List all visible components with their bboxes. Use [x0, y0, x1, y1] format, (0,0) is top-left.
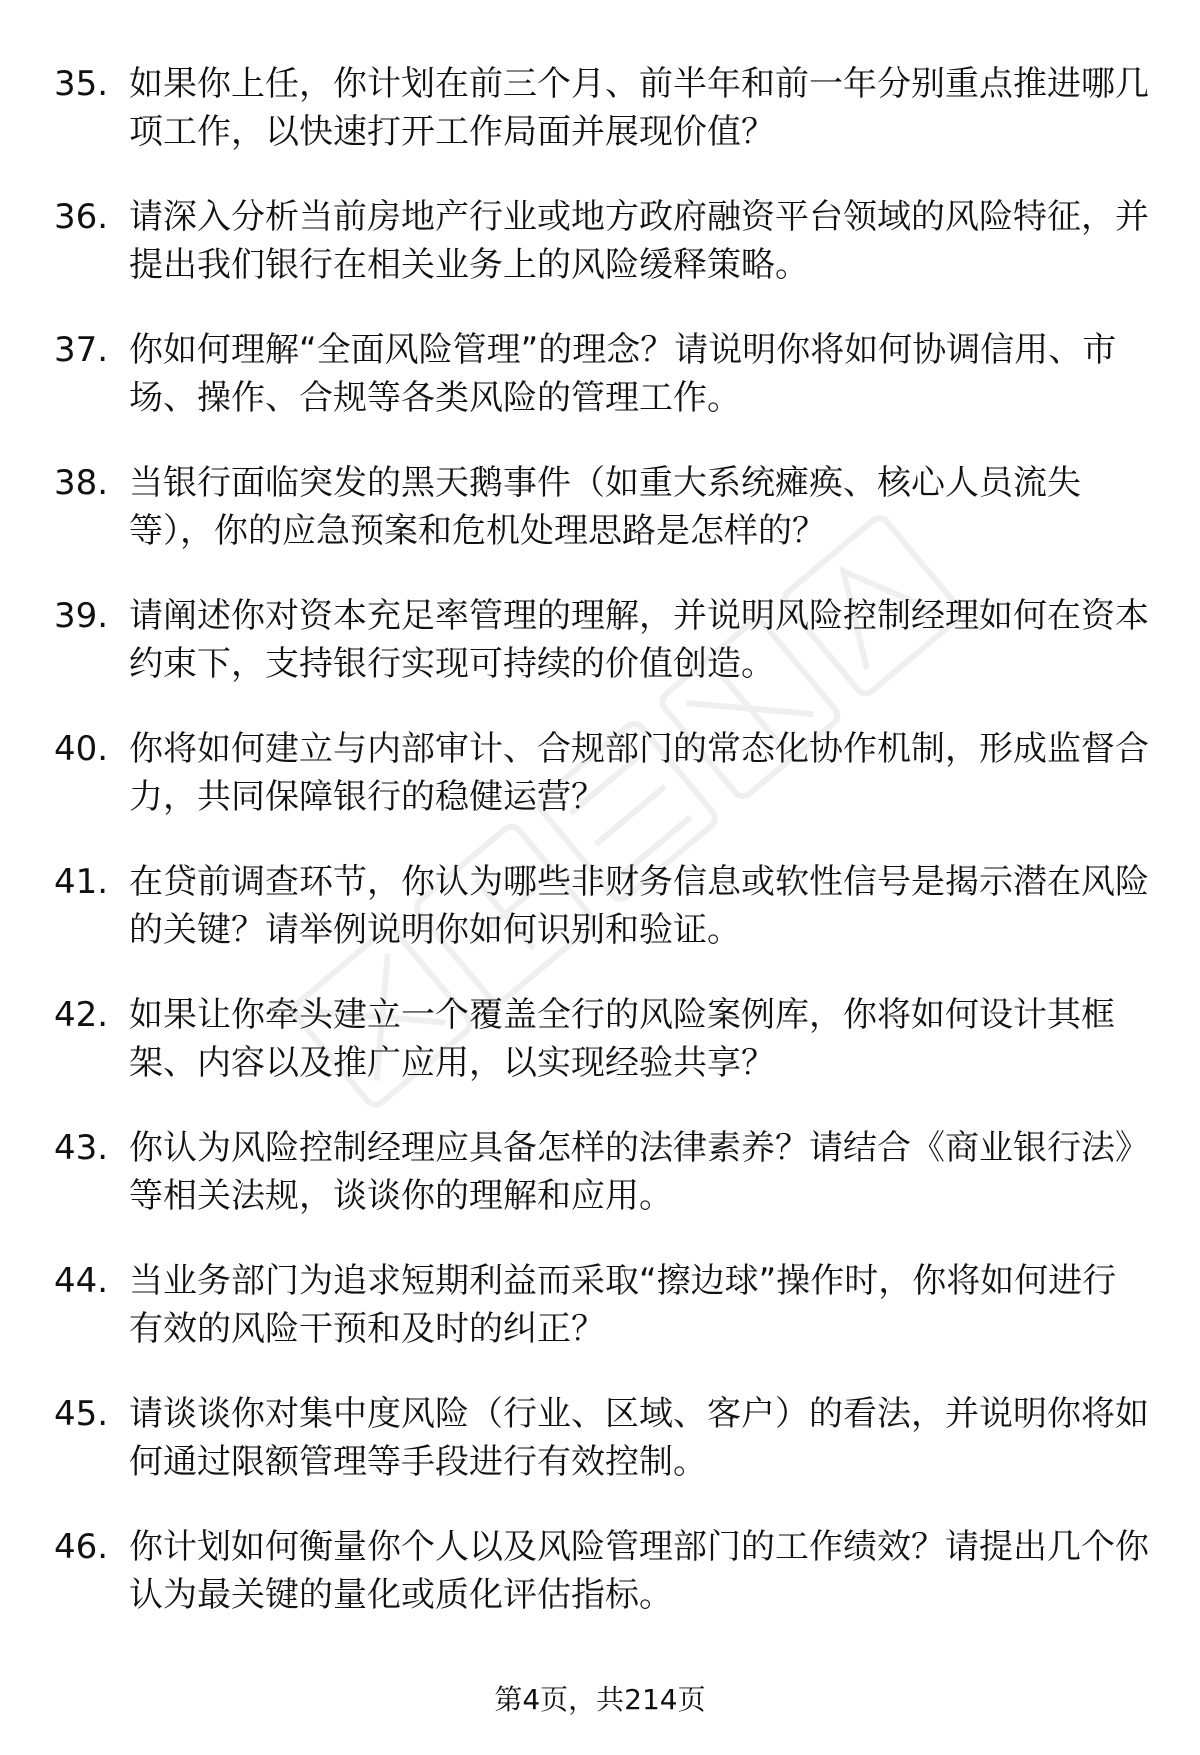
question-text: 如果你上任，你计划在前三个月、前半年和前一年分别重点推进哪几项工作，以快速打开工作局面并展现价值？: [129, 64, 1149, 152]
question-item: [0, 326, 1200, 459]
question-text: 你认为风险控制经理应具备怎样的法律素养？请结合《商业银行法》等相关法规，谈谈你的理解和应用。: [129, 1128, 1149, 1216]
question-text: 你如何理解“全面风险管理”的理念？请说明你将如何协调信用、市场、操作、合规等各类风险的管理工作。: [129, 330, 1117, 418]
question-number: 44.: [54, 1261, 109, 1301]
question-text: 请谈谈你对集中度风险（行业、区域、客户）的看法，并说明你将如何通过限额管理等手段进行有效控制。: [129, 1394, 1149, 1482]
question-text: 你计划如何衡量你个人以及风险管理部门的工作绩效？请提出几个你认为最关键的量化或质化评估指标。: [129, 1527, 1149, 1615]
question-number: 39.: [54, 596, 109, 636]
question-item: [0, 1257, 1200, 1390]
question-text: 你将如何建立与内部审计、合规部门的常态化协作机制，形成监督合力，共同保障银行的稳健运营？: [129, 729, 1149, 817]
question-item: [0, 193, 1200, 326]
question-item: [0, 1390, 1200, 1523]
question-number: 40.: [54, 729, 109, 769]
question-item: [0, 858, 1200, 991]
question-number: 42.: [54, 995, 109, 1035]
question-text: 请阐述你对资本充足率管理的理解，并说明风险控制经理如何在资本约束下，支持银行实现可持续的价值创造。: [129, 596, 1149, 684]
question-item: [0, 1124, 1200, 1257]
question-item: [0, 725, 1200, 858]
question-number: 35.: [54, 64, 109, 104]
question-number: 37.: [54, 330, 109, 370]
question-text: 当业务部门为追求短期利益而采取“擦边球”操作时，你将如何进行有效的风险干预和及时的纠正？: [129, 1261, 1117, 1349]
question-text: 在贷前调查环节，你认为哪些非财务信息或软性信号是揭示潜在风险的关键？请举例说明你如何识别和验证。: [129, 862, 1149, 950]
question-list: [0, 60, 1200, 1656]
question-number: 36.: [54, 197, 109, 237]
question-text: 请深入分析当前房地产行业或地方政府融资平台领域的风险特征，并提出我们银行在相关业务上的风险缓释策略。: [129, 197, 1149, 285]
question-number: 45.: [54, 1394, 109, 1434]
question-item: [0, 60, 1200, 193]
question-text: 当银行面临突发的黑天鹅事件（如重大系统瘫痪、核心人员流失等），你的应急预案和危机处理思路是怎样的？: [129, 463, 1081, 551]
question-number: 43.: [54, 1128, 109, 1168]
page-number-label: 第4页，共214页: [494, 1683, 706, 1716]
question-item: [0, 592, 1200, 725]
question-number: 41.: [54, 862, 109, 902]
page-footer: [0, 1680, 1200, 1720]
question-text: 如果让你牵头建立一个覆盖全行的风险案例库，你将如何设计其框架、内容以及推广应用，以实现经验共享？: [129, 995, 1115, 1083]
question-number: 38.: [54, 463, 109, 503]
question-number: 46.: [54, 1527, 109, 1567]
question-item: [0, 459, 1200, 592]
question-item: [0, 1523, 1200, 1656]
question-item: [0, 991, 1200, 1124]
